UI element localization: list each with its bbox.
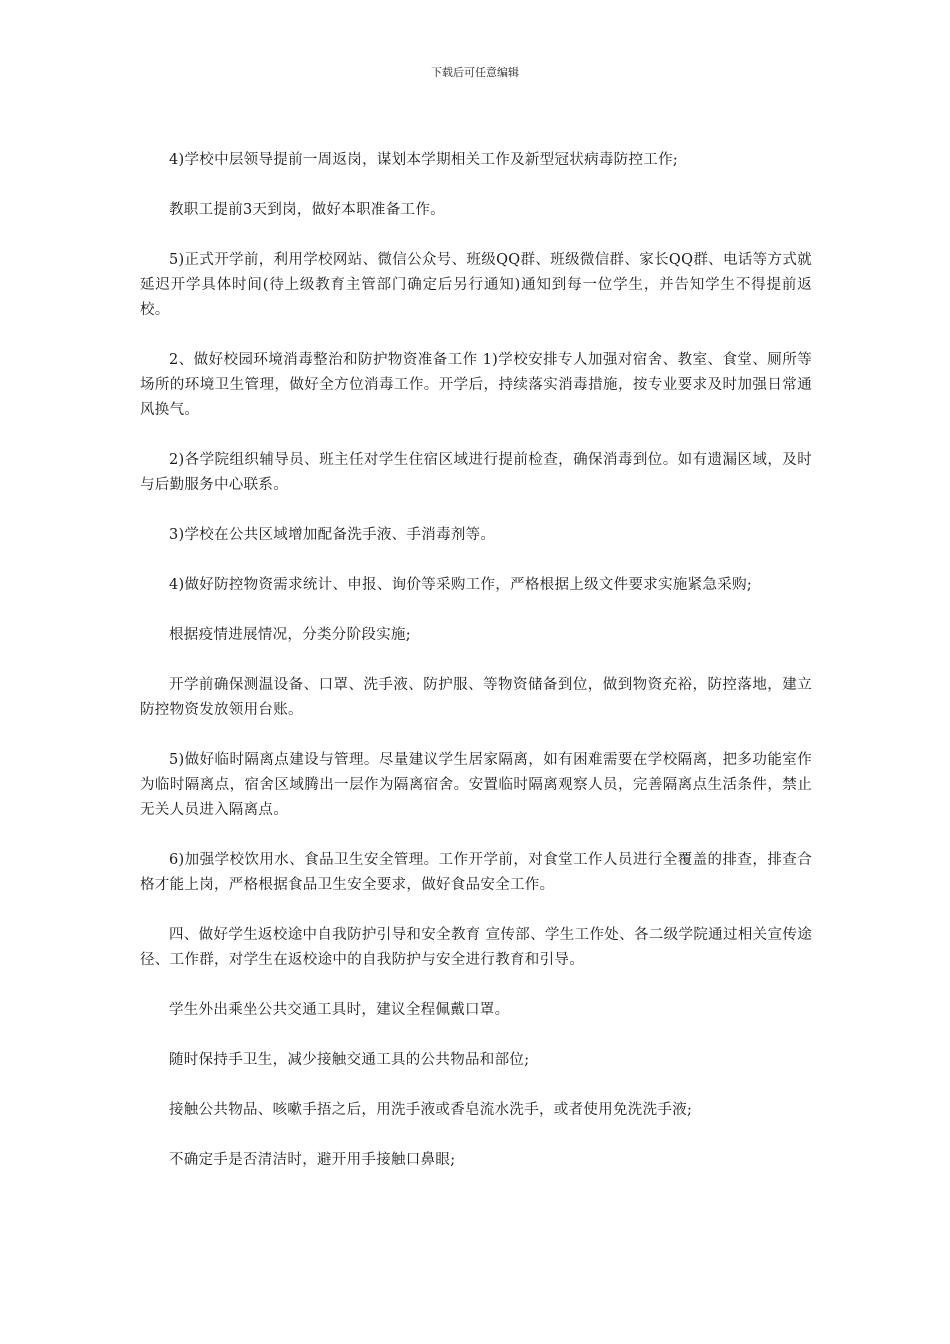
paragraph: 4)做好防控物资需求统计、申报、询价等采购工作，严格根据上级文件要求实施紧急采购; (169, 577, 753, 593)
paragraph: 四、做好学生返校途中自我防护引导和安全教育 宣传部、学生工作处、各二级学院通过相关宣传途径、工作群，对学生在返校途中的自我防护与安全进行教育和引导。 (140, 927, 812, 968)
paragraph: 教职工提前3天到岗，做好本职准备工作。 (169, 202, 445, 218)
document-body (140, 148, 812, 1198)
paragraph: 根据疫情进展情况，分类分阶段实施; (169, 627, 411, 643)
paragraph: 不确定手是否清洁时，避开用手接触口鼻眼; (169, 1152, 456, 1168)
paragraph: 5)做好临时隔离点建设与管理。尽量建议学生居家隔离，如有困难需要在学校隔离，把多功能室作为临时隔离点，宿舍区域腾出一层作为隔离宿舍。安置临时隔离观察人员，完善隔离点生活条件，禁止无关人员进入隔离点。 (140, 752, 812, 818)
paragraph: 2、做好校园环境消毒整治和防护物资准备工作 1)学校安排专人加强对宿舍、教室、食堂、厕所等场所的环境卫生管理，做好全方位消毒工作。开学后，持续落实消毒措施，按专业要求及时加强日常通风换气。 (140, 352, 812, 418)
paragraph: 4)学校中层领导提前一周返岗，谋划本学期相关工作及新型冠状病毒防控工作; (169, 152, 679, 168)
paragraph: 接触公共物品、咳嗽手捂之后，用洗手液或香皂流水洗手，或者使用免洗洗手液; (169, 1102, 693, 1118)
paragraph: 5)正式开学前，利用学校网站、微信公众号、班级QQ群、班级微信群、家长QQ群、电话等方式就延迟开学具体时间(待上级教育主管部门确定后另行通知)通知到每一位学生，并告知学生不得提前返校。 (140, 252, 812, 318)
paragraph: 6)加强学校饮用水、食品卫生安全管理。工作开学前，对食堂工作人员进行全覆盖的排查，排查合格才能上岗，严格根据食品卫生安全要求，做好食品安全工作。 (140, 852, 812, 893)
paragraph: 2)各学院组织辅导员、班主任对学生住宿区域进行提前检查，确保消毒到位。如有遗漏区域，及时与后勤服务中心联系。 (140, 452, 812, 493)
paragraph: 3)学校在公共区域增加配备洗手液、手消毒剂等。 (169, 527, 496, 543)
page-header: 下载后可任意编辑 (431, 66, 519, 79)
paragraph: 开学前确保测温设备、口罩、洗手液、防护服、等物资储备到位，做到物资充裕，防控落地，建立防控物资发放领用台账。 (140, 677, 812, 718)
paragraph: 学生外出乘坐公共交通工具时，建议全程佩戴口罩。 (169, 1002, 510, 1018)
paragraph: 随时保持手卫生，减少接触交通工具的公共物品和部位; (169, 1052, 530, 1068)
